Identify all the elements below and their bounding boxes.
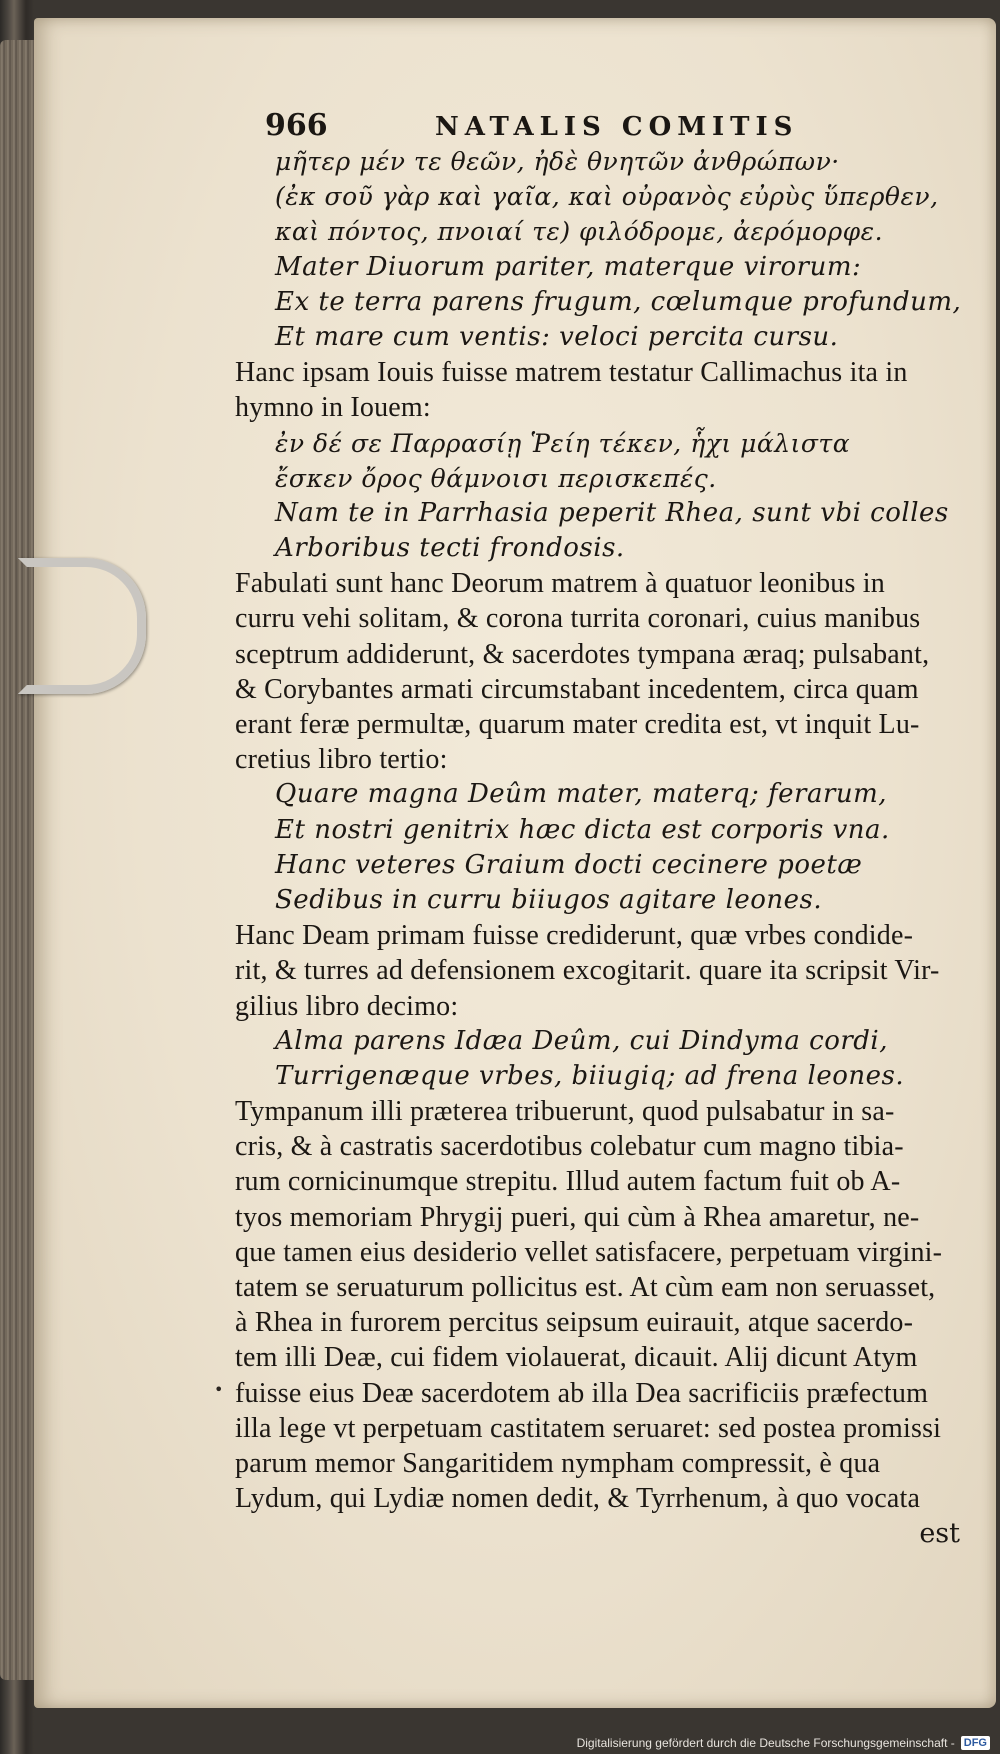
text-line: gilius libro decimo: bbox=[235, 990, 459, 1022]
text-line: illa lege vt perpetuam castitatem seruaret: sed postea promissi bbox=[235, 1412, 942, 1444]
text-line: sceptrum addiderunt, & sacerdotes tympana æraq; pulsabant, bbox=[235, 638, 930, 670]
text-line: cris, & à castratis sacerdotibus colebatur cum magno tibia- bbox=[235, 1131, 904, 1163]
text-line: rum cornicinumque strepitu. Illud autem factum fuit ob A- bbox=[235, 1166, 901, 1198]
text-line: Tympanum illi præterea tribuerunt, quod pulsabatur in sa- bbox=[235, 1096, 895, 1128]
text-line: ἐν δέ σε Παρρασίῃ Ῥείη τέκεν, ἧχι μάλιστα bbox=[275, 428, 851, 458]
text-line: ἔσκεν ὄρος θάμνοισι περισκεπές. bbox=[275, 463, 717, 493]
page-number: 966 bbox=[265, 108, 328, 143]
text-line: Lydum, qui Lydiæ nomen dedit, & Tyrrhenum, à quo vocata bbox=[235, 1483, 921, 1515]
text-line: (ἐκ σοῦ γὰρ καὶ γαῖα, καὶ οὐρανὸς εὐρὺς ὕπερθεν, bbox=[275, 182, 939, 212]
catchword: est bbox=[919, 1518, 960, 1550]
text-line: à Rhea in furorem percitus seipsum euirauit, atque sacerdo- bbox=[235, 1307, 914, 1339]
text-line: Hanc Deam primam fuisse crediderunt, quæ vrbes condide- bbox=[235, 920, 914, 952]
page-clip bbox=[18, 558, 146, 694]
text-line: curru vehi solitam, & corona turrita coronari, cuius manibus bbox=[235, 603, 921, 635]
text-line: fuisse eius Deæ sacerdotem ab illa Dea sacrificiis præfectum bbox=[235, 1377, 929, 1409]
digitization-footer bbox=[577, 1736, 990, 1750]
text-line: Hanc veteres Graium docti cecinere poetæ bbox=[275, 849, 863, 880]
text-line: Quare magna Deûm mater, materq; ferarum, bbox=[275, 779, 888, 810]
footer-credit: Digitalisierung gefördert durch die Deutsche Forschungsgemeinschaft - bbox=[576, 1736, 955, 1750]
text-line: Fabulati sunt hanc Deorum matrem à quatuor leonibus in bbox=[235, 568, 885, 600]
page-text-block bbox=[235, 108, 965, 1556]
text-line: Sedibus in curru biiugos agitare leones. bbox=[275, 884, 823, 915]
text-line: rit, & turres ad defensionem excogitarit. quare ita scripsit Vir- bbox=[235, 955, 940, 987]
text-line: Arboribus tecti frondosis. bbox=[275, 533, 625, 564]
margin-dot: • bbox=[214, 1380, 224, 1399]
text-line: Alma parens Idæa Deûm, cui Dindyma cordi, bbox=[275, 1025, 889, 1056]
text-line: Ex te terra parens frugum, cœlumque profundum, bbox=[275, 286, 962, 317]
dfg-logo: DFG bbox=[961, 1736, 990, 1750]
text-line: tyos memoriam Phrygij pueri, qui cùm à Rhea amaretur, ne- bbox=[235, 1201, 920, 1233]
text-line: hymno in Iouem: bbox=[235, 392, 431, 424]
text-line: Mater Diuorum pariter, materque virorum: bbox=[275, 251, 862, 282]
text-line: parum memor Sangaritidem nympham compressit, è qua bbox=[235, 1447, 881, 1479]
text-line: Hanc ipsam Iouis fuisse matrem testatur Callimachus ita in bbox=[235, 357, 908, 389]
running-head: NATALIS COMITIS bbox=[435, 112, 799, 142]
text-line: tem illi Deæ, cui fidem violauerat, dicauit. Alij dicunt Atym bbox=[235, 1342, 918, 1374]
text-line: Et mare cum ventis: veloci percita cursu. bbox=[275, 321, 839, 352]
text-line: μῆτερ μέν τε θεῶν, ἠδὲ θνητῶν ἀνθρώπων· bbox=[275, 147, 840, 176]
text-line: que tamen eius desiderio vellet satisfacere, perpetuam virgini- bbox=[235, 1236, 943, 1268]
text-line: Turrigenæque vrbes, biiugiq; ad frena leones. bbox=[275, 1060, 905, 1091]
text-line: cretius libro tertio: bbox=[235, 744, 448, 776]
text-line: Nam te in Parrhasia peperit Rhea, sunt vbi colles bbox=[275, 497, 949, 528]
text-lines bbox=[235, 144, 965, 1516]
page-header bbox=[265, 108, 965, 144]
text-line: tatem se seruaturum pollicitus est. At cùm eam non seruasset, bbox=[235, 1272, 936, 1303]
text-line: & Corybantes armati circumstabant incedentem, circa quam bbox=[235, 673, 919, 705]
text-line: Et nostri genitrix hæc dicta est corporis vna. bbox=[275, 814, 890, 845]
text-line: erant feræ permultæ, quarum mater credita est, vt inquit Lu- bbox=[235, 709, 920, 740]
text-line: καὶ πόντος, πνοιαί τε) φιλόδρομε, ἀερόμορφε. bbox=[275, 217, 884, 247]
